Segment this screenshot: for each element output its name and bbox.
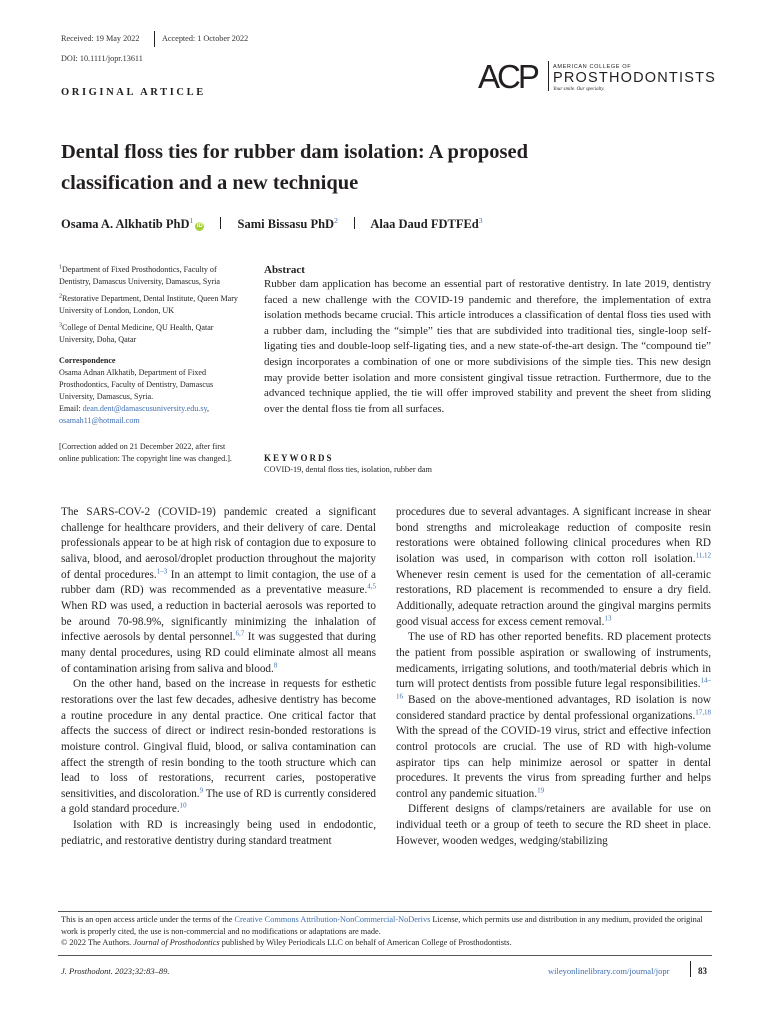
abstract-text: Rubber dam application has become an essential part of restorative dentistry. In late 2019, dentistry faced a new challenge with the COVID-19 pandemic and therefore, the implementation of extra isolation methods became crucial. This article introduces a classification of dental floss ties used with a rubber dam, including the “simple” ties that are subdivided into traditional ties, single-loop self-ligating ties and double-loop self-ligating ties, and a new state-of-the-art design. The “compound tie” design incorporates a combination of one or more subdivisions of the simple ties. This new design may provide better isolation and more consistent gingival tissue retraction. Furthermore, due to the advanced technique applied, the tie will offer improved stability and prevent the sheet from sliding over the dental floss tie from all surfaces. [264,278,711,415]
keywords-label: KEYWORDS [264,453,334,463]
citation-link[interactable]: 9 [199,786,204,795]
logo-acronym: ACP [478,58,537,94]
article-title: Dental floss ties for rubber dam isolation: A proposed classification and a new technique [61,141,528,194]
citation-link[interactable]: 8 [273,660,278,669]
accepted-date: Accepted: 1 October 2022 [162,34,249,43]
footer-divider [690,961,691,977]
body-column-left [61,505,376,849]
author-separator [354,217,355,229]
citation-link[interactable]: 11,12 [695,551,711,560]
affiliation: $^3$College of Dental Medicine, QU Health, Qatar University, Doha, Qatar [59,322,214,345]
body-paragraph: The use of RD has other reported benefits. RD placement protects the patient from possible aspiration or swallowing of instruments, medicaments, irrigating solutions, and tooth/material debris which in turn will protect dentists from possible future legal responsibilities.$^{14-16}$ Based on the above-mentioned advantages, RD isolation is now considered standard practice by dental professional organizations.$^{17,18}$ With the spread of the COVID-19 virus, strict and effective infection control protocols are crucial. The use of RD with high-volume aspirator tips can help minimize aerosol or spatter in dental procedures. It prevents the virus from spreading further and helps control any pandemic situation.$^{19}$ [396,631,711,800]
article-type: ORIGINAL ARTICLE [61,87,206,98]
body-paragraph: Isolation with RD is increasingly being used in endodontic, pediatric, and restorative dentistry during standard treatment [61,819,376,847]
logo-tagline: Your smile. Our specialty. [553,87,605,92]
author-name[interactable]: Osama A. Alkhatib PhD [61,217,190,232]
author-separator [220,217,221,229]
journal-citation: J. Prosthodont. 2023;32:83–89. [61,966,170,976]
affiliation: $^1$Department of Fixed Prosthodontics, Faculty of Dentistry, Damascus University, Damascus, Syria [59,264,221,287]
affiliations-panel [59,264,244,470]
acp-logo [478,58,718,94]
doi: DOI: 10.1111/jopr.13611 [61,54,143,63]
body-paragraph: Different designs of clamps/retainers are available for use on individual teeth or a group of teeth to secure the RD sheet in place. However, wooden wedges, wedging/stabilizing [396,803,711,847]
footer-rule [58,955,712,956]
keywords: COVID-19, dental floss ties, isolation, rubber dam [264,465,432,474]
citation-link[interactable]: 14–16 [396,676,711,701]
body-paragraph: On the other hand, based on the increase in requests for esthetic restorations over the last few decades, adhesive dentistry has become a routine procedure in any dental practice. One critical factor that affects the success of direct or indirect resin-bonded restorations is moisture control. Gingival fluid, blood, or saliva contamination can affect the strength of resin bonding to the tooth structure which can lead to loss of restorations, recurrent caries, postoperative sensitivities, and discoloration.$^9$ The use of RD is currently considered a gold standard procedure.$^{10}$ [61,678,377,816]
abstract-heading: Abstract [264,264,305,276]
header-divider [154,31,155,47]
correction-note: [Correction added on 21 December 2022, after first online publication: The copyright line was changed.]. [59,442,232,464]
logo-divider [548,61,549,91]
logo-org-line1: AMERICAN COLLEGE OF [553,64,632,70]
author-name[interactable]: Sami Bissasu PhD [237,217,335,232]
author-name[interactable]: Alaa Daud FDTFEd [370,217,479,232]
author-list [61,216,483,232]
received-date: Received: 19 May 2022 [61,34,140,43]
license-link[interactable]: Creative Commons Attribution-NonCommercial-NoDerivs [234,915,431,924]
abstract [264,264,711,417]
body-paragraph: procedures due to several advantages. A significant increase in shear bond strengths and microleakage reduction of composite resin restorations were obtained following clinical procedures when RD isolation was used, in comparison with cotton roll isolation.$^{11,12}$ Whenever resin cement is used for the cementation of all-ceramic restorations, RD placement is recommended to ensure a dry field. Additionally, adequate retraction around the gingival margins permits good visual access for excess cement removal.$^{13}$ [396,506,711,628]
logo-org-line2: PROSTHODONTISTS [553,70,717,86]
body-paragraph: The SARS-COV-2 (COVID-19) pandemic created a significant challenge for healthcare providers, and their delivery of care. Dental professionals appear to be at high risk of contagion due to exposure to saliva, blood, and aerosol/droplet production throughout the majority of dental procedures.$^{1-3}$ In an attempt to limit contagion, the use of a rubber dam (RD) was recommended as a preventative measure.$^{4,5}$ When RD was used, a reduction in bacterial aerosols was reported to be around 70-98.9%, significantly minimizing the inhalation of infective aerosols by dental personnel.$^{6,7}$ It was suggested that during many dental procedures, using RD could eliminate almost all means of contamination arising from saliva and blood.$^8$ [61,506,377,675]
license-footnote: This is an open access article under the terms of the Creative Commons Attribution-NonCommercial-NoDerivs License, which permits use and distribution in any medium, provided the original work is properly cited, the use is non-commercial and no modifications or adaptations are made. © 2022 The Authors. Journal of Prosthodontics published by Wiley Periodicals LLC on behalf of American College of Prosthodontists. [61,915,703,948]
page-number: 83 [698,966,707,976]
citation-link[interactable]: 17,18 [695,707,711,716]
correspondence-heading: Correspondence [59,355,116,365]
author-affil-ref[interactable]: 3 [478,216,483,225]
affiliation: $^2$Restorative Department, Dental Institute, Queen Mary University of London, London, UK [59,293,238,316]
citation-link[interactable]: 13 [604,613,612,622]
citation-link[interactable]: 10 [179,801,187,810]
email-link[interactable]: dean.dent@damascusuniversity.edu.sy [82,403,208,413]
body-column-right [396,505,711,849]
email-link[interactable]: osamah11@hotmail.com [59,416,140,426]
citation-link[interactable]: 1–3 [156,566,168,575]
citation-link[interactable]: 4,5 [367,582,376,591]
citation-link[interactable]: 19 [537,786,545,795]
orcid-icon[interactable]: iD [196,223,203,230]
footnote-rule [58,911,712,912]
author-affil-ref[interactable]: 2 [334,216,338,225]
author-affil-ref[interactable]: 1 [189,216,194,225]
correspondence-text: Osama Adnan Alkhatib, Department of Fixed Prosthodontics, Faculty of Dentistry, Damascus University, Damascus, Syria. Email: dean.dent@damascusuniversity.edu.sy, osamah11@hotmail.com [59,367,214,426]
citation-link[interactable]: 6,7 [235,629,245,638]
journal-site-link[interactable]: wileyonlinelibrary.com/journal/jopr [548,966,670,976]
